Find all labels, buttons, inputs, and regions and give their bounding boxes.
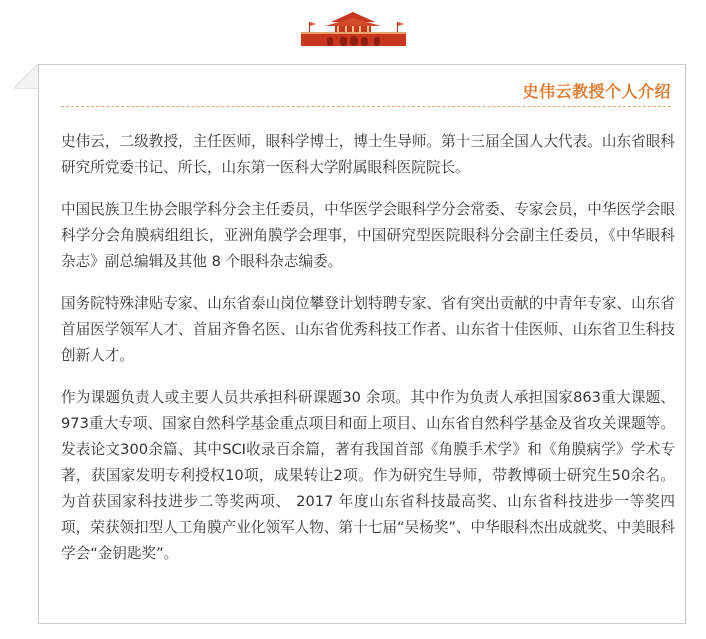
tiananmen-gate-icon [297, 8, 410, 48]
paragraph-positions: 中国民族卫生协会眼学科分会主任委员，中华医学会眼科学分会常委、专家会员，中华医学会眼科学分会角膜病组组长，亚洲角膜学会理事，中国研究型医院眼科分会副主任委员，《中华眼科杂志》副总编辑及其他 8 个眼科杂志编委。 [61, 201, 675, 270]
title-divider [61, 106, 671, 107]
profile-title: 史伟云教授个人介绍 [522, 82, 671, 101]
profile-card [38, 64, 686, 624]
paragraph-intro: 史伟云，二级教授，主任医师，眼科学博士，博士生导师。第十三届全国人大代表。山东省眼科研究所党委书记、所长，山东第一医科大学附属眼科医院院长。 [61, 133, 675, 176]
paragraph-honors: 国务院特殊津贴专家、山东省泰山岗位攀登计划特聘专家、省有突出贡献的中青年专家、山东省首届医学领军人才、首届齐鲁名医、山东省优秀科技工作者、山东省十佳医师、山东省卫生科技创新人才。 [61, 295, 675, 364]
profile-content [61, 129, 675, 583]
title-row [522, 79, 671, 102]
paragraph-research: 作为课题负责人或主要人员共承担科研课题30 余项。其中作为负责人承担国家863重大课题、973重大专项、国家自然科学基金重点项目和面上项目、山东省自然科学基金及省攻关课题等。发表论文300余篇、其中SCI收录百余篇，著有我国首部《角膜手术学》和《角膜病学》学术专著，获国家发明专利授权10项，成果转让2项。作为研究生导师，带教博硕士研究生50余名。为首获国家科技进步二等奖两项、 2017 年度山东省科技最高奖、山东省科技进步一等奖四项，荣获领扣型人工角膜产业化领军人物、第十七届“吴杨奖”、中华眼科杰出成就奖、中美眼科学会“金钥匙奖”。 [61, 389, 675, 562]
